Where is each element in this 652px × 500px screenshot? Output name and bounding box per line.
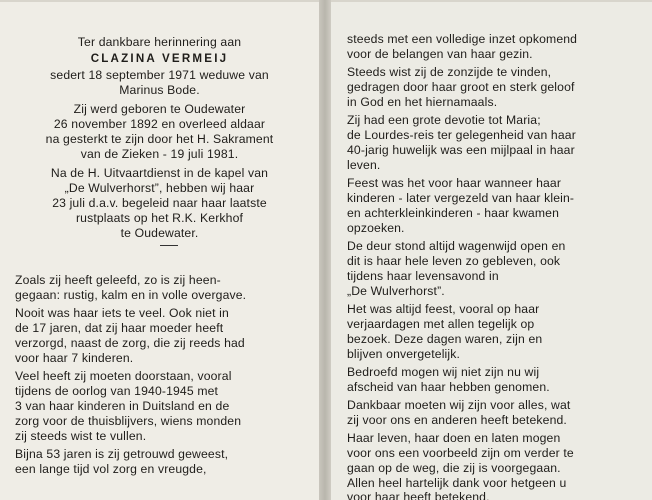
text-line: voor de belangen van haar gezin. xyxy=(347,47,533,61)
text-line: Dankbaar moeten wij zijn voor alles, wat xyxy=(347,398,571,412)
text-line: tijdens haar levensavond in xyxy=(347,269,499,283)
text-line: in God en het hiernamaals. xyxy=(347,95,498,109)
intro-heading: Ter dankbare herinnering aan xyxy=(77,35,242,49)
bio-line: na gesterkt te zijn door het H. Sakrament xyxy=(45,132,274,146)
left-page xyxy=(0,2,319,500)
text-line: de Lourdes-reis ter gelegenheid van haar xyxy=(347,128,576,142)
text-line: Feest was het voor haar wanneer haar xyxy=(347,176,562,190)
text-line: Zij had een grote devotie tot Maria; xyxy=(347,113,541,127)
text-line: Het was altijd feest, vooral op haar xyxy=(347,302,540,316)
text-line: gaan op de weg, die zij is voorgegaan. xyxy=(347,461,561,475)
text-line: opzoeken. xyxy=(347,221,405,235)
text-line: leven. xyxy=(347,158,381,172)
widow-line: sedert 18 september 1971 weduwe van xyxy=(50,68,269,82)
text-line: „De Wulverhorst”. xyxy=(347,284,445,298)
text-line: 40-jarig huwelijk was een mijlpaal in haar xyxy=(347,143,575,157)
text-line: Bijna 53 jaren is zij getrouwd geweest, xyxy=(15,447,229,461)
text-line: Steeds wist zij de zonzijde te vinden, xyxy=(347,65,552,79)
text-line: gedragen door haar groot en sterk geloof xyxy=(347,80,575,94)
text-line: bezoek. Deze dagen waren, zijn en xyxy=(347,332,543,346)
funeral-line: 23 juli d.a.v. begeleid naar haar laatste xyxy=(52,196,267,210)
text-line: tijdens de oorlog van 1940-1945 met xyxy=(15,384,219,398)
husband-name: Marinus Bode. xyxy=(119,83,200,97)
bio-line: Zij werd geboren te Oudewater xyxy=(73,102,246,116)
text-line: voor ons een voorbeeld zijn om verder te xyxy=(347,446,574,460)
text-line: zorg voor de thuisblijvers, wiens monden xyxy=(15,414,242,428)
text-line: Nooit was haar iets te veel. Ook niet in xyxy=(15,306,229,320)
deceased-name: CLAZINA VERMEIJ xyxy=(90,52,229,65)
text-line: voor haar 7 kinderen. xyxy=(15,351,134,365)
text-line: gegaan: rustig, kalm en in volle overgave. xyxy=(15,288,247,302)
text-line: Haar leven, haar doen en laten mogen xyxy=(347,431,561,445)
text-line: Veel heeft zij moeten doorstaan, vooral xyxy=(15,369,232,383)
funeral-line: Na de H. Uitvaartdienst in de kapel van xyxy=(50,166,269,180)
text-line: en achterkleinkinderen - haar kwamen xyxy=(347,206,560,220)
text-line: zij voor ons en anderen heeft betekend. xyxy=(347,413,567,427)
text-line: kinderen - later vergezeld van haar klein- xyxy=(347,191,575,205)
text-line: een lange tijd vol zorg en vreugde, xyxy=(15,462,207,476)
bio-line: van de Zieken - 19 juli 1981. xyxy=(80,147,239,161)
text-line: de 17 jaren, dat zij haar moeder heeft xyxy=(15,321,224,335)
bio-line: 26 november 1892 en overleed aldaar xyxy=(53,117,266,131)
text-line: afscheid van haar hebben genomen. xyxy=(347,380,550,394)
funeral-line: te Oudewater. xyxy=(120,226,199,240)
text-line: steeds met een volledige inzet opkomend xyxy=(347,32,578,46)
card-fold xyxy=(319,0,331,500)
funeral-line: rustplaats op het R.K. Kerkhof xyxy=(75,211,244,225)
text-line: dit is haar hele leven zo gebleven, ook xyxy=(347,254,561,268)
funeral-line: „De Wulverhorst”, hebben wij haar xyxy=(64,181,255,195)
text-line: voor haar heeft betekend. xyxy=(347,490,490,500)
right-page xyxy=(331,2,652,500)
text-line: verzorgd, naast de zorg, die zij reeds had xyxy=(15,336,245,350)
text-line: verjaardagen met allen tegelijk op xyxy=(347,317,535,331)
text-line: De deur stond altijd wagenwijd open en xyxy=(347,239,566,253)
text-line: Allen heel hartelijk dank voor hetgeen u xyxy=(347,476,567,490)
section-divider xyxy=(160,245,178,246)
text-line: Zoals zij heeft geleefd, zo is zij heen- xyxy=(15,273,221,287)
text-line: blijven onvergetelijk. xyxy=(347,347,461,361)
text-line: zij steeds wist te vullen. xyxy=(15,429,147,443)
text-line: Bedroefd mogen wij niet zijn nu wij xyxy=(347,365,540,379)
text-line: 3 van haar kinderen in Duitsland en de xyxy=(15,399,230,413)
